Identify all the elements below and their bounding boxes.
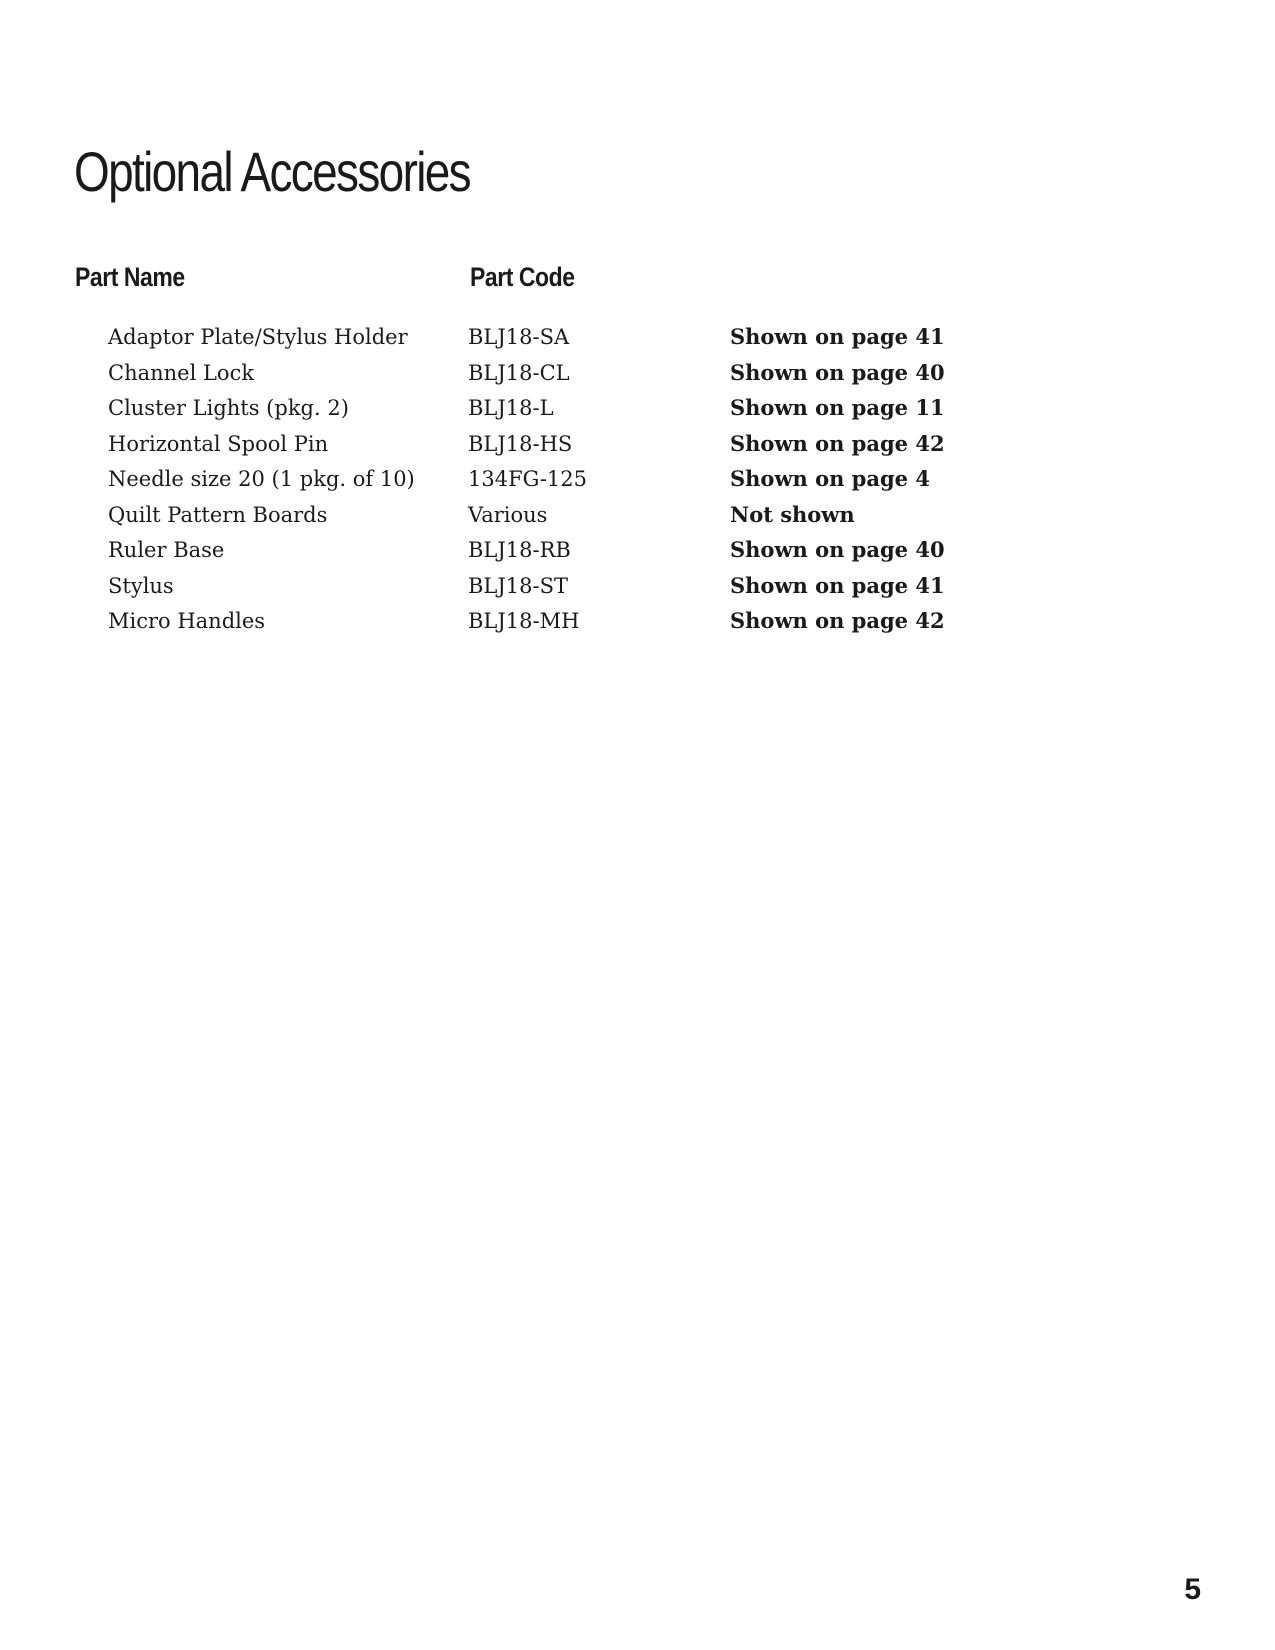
page-reference-cell: Shown on page 4 (730, 466, 930, 491)
part-name-cell: Quilt Pattern Boards (108, 502, 328, 527)
table-row (108, 502, 945, 538)
table-row (108, 431, 945, 467)
page-reference-cell: Shown on page 41 (730, 572, 945, 598)
table-row (108, 608, 945, 644)
part-name-cell: Cluster Lights (pkg. 2) (108, 396, 349, 420)
part-code-cell: BLJ18-CL (468, 360, 570, 385)
part-code-cell: BLJ18-SA (468, 325, 570, 349)
page-reference-cell: Shown on page 42 (730, 608, 945, 633)
page-title: Optional Accessories (74, 140, 470, 203)
part-name-cell: Horizontal Spool Pin (108, 431, 329, 456)
page-reference-cell: Shown on page 41 (730, 324, 945, 349)
table-row (108, 537, 945, 573)
page-reference-cell: Shown on page 11 (730, 395, 945, 420)
part-name-cell: Ruler Base (108, 538, 225, 562)
part-code-cell: BLJ18-MH (468, 609, 580, 633)
table-row (108, 573, 945, 609)
part-code-cell: BLJ18-HS (468, 431, 573, 456)
part-name-cell: Channel Lock (108, 360, 255, 385)
table-row (108, 360, 945, 396)
page-reference-cell: Shown on page 42 (730, 430, 945, 456)
table-row (108, 324, 945, 360)
accessories-table (108, 324, 945, 644)
part-name-cell: Stylus (108, 573, 174, 598)
page-reference-cell: Not shown (730, 501, 855, 527)
table-row (108, 466, 945, 502)
part-code-cell: BLJ18-ST (468, 573, 569, 598)
page-number: 5 (1184, 1573, 1201, 1606)
part-name-header: Part Name (75, 262, 185, 292)
table-row (108, 395, 945, 431)
page-reference-cell: Shown on page 40 (730, 537, 945, 562)
page-reference-cell: Shown on page 40 (730, 359, 945, 385)
part-code-cell: BLJ18-L (468, 396, 554, 420)
part-name-cell: Adaptor Plate/Stylus Holder (108, 325, 408, 349)
part-name-cell: Needle size 20 (1 pkg. of 10) (108, 467, 415, 491)
part-code-cell: 134FG-125 (468, 467, 587, 491)
part-code-cell: BLJ18-RB (468, 538, 571, 562)
part-name-cell: Micro Handles (108, 609, 266, 633)
part-code-cell: Various (468, 502, 548, 527)
part-code-header: Part Code (470, 262, 575, 292)
